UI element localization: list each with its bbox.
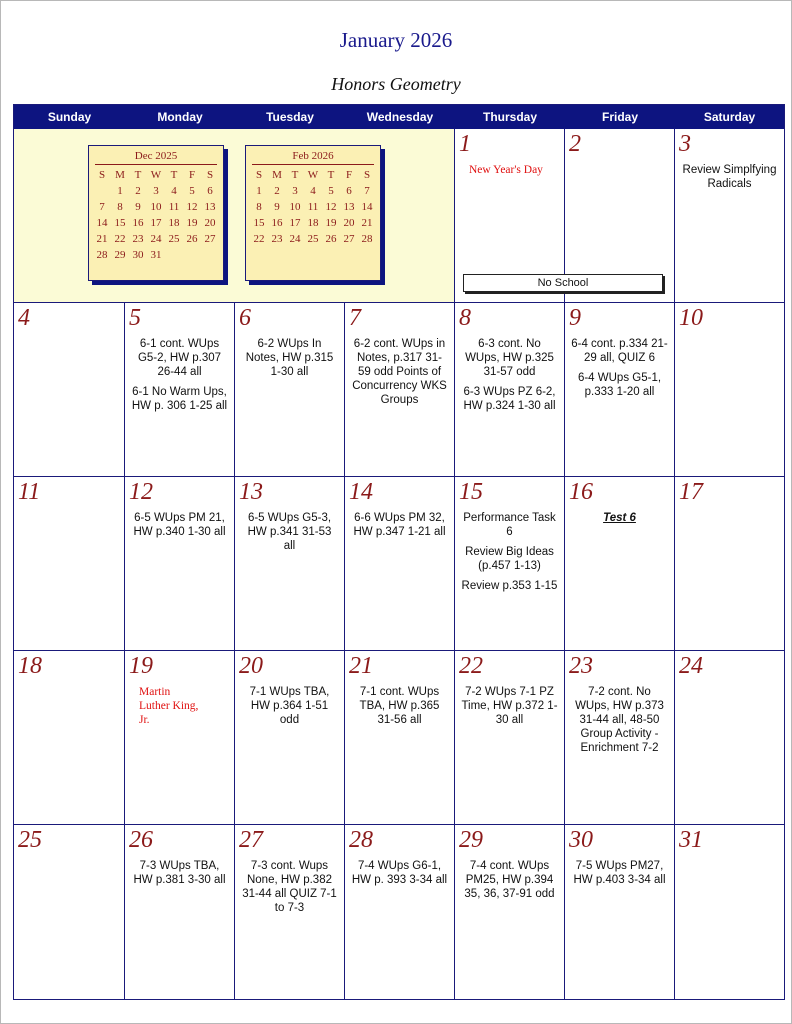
day-number: 5 bbox=[129, 305, 141, 331]
event-text: 6-3 cont. No WUps, HW p.325 31-57 odd bbox=[465, 338, 554, 378]
event-text: 6-4 WUps G5-1, p.333 1-20 all bbox=[577, 372, 662, 398]
day-cell-16[interactable] bbox=[565, 477, 675, 651]
event-text: 7-2 cont. No WUps, HW p.373 31-44 all, 48-50 Group Activity - Enrichment 7-2 bbox=[575, 686, 664, 754]
mini-day: 2 bbox=[135, 185, 141, 197]
event-text: 6-5 WUps PM 21, HW p.340 1-30 all bbox=[133, 512, 226, 538]
day-cell-5[interactable] bbox=[125, 303, 235, 477]
mini-day: 17 bbox=[150, 217, 162, 229]
day-number: 11 bbox=[18, 479, 41, 505]
event-text: 7-1 cont. WUps TBA, HW p.365 31-56 all bbox=[359, 686, 440, 726]
mini-day: 9 bbox=[135, 201, 141, 213]
day-number: 30 bbox=[569, 827, 593, 853]
day-cell-18[interactable] bbox=[14, 651, 125, 825]
mini-day: 18 bbox=[307, 217, 319, 229]
day-cell-6[interactable] bbox=[235, 303, 345, 477]
event-text: Review Big Ideas (p.457 1-13) bbox=[465, 546, 554, 572]
mini-day: 29 bbox=[114, 249, 126, 261]
day-number: 20 bbox=[239, 653, 263, 679]
day-number: 25 bbox=[18, 827, 42, 853]
day-number: 26 bbox=[129, 827, 153, 853]
mini-day: 23 bbox=[132, 233, 144, 245]
event-text: Test 6 bbox=[603, 512, 636, 524]
day-number: 24 bbox=[679, 653, 703, 679]
event-text: 7-5 WUps PM27, HW p.403 3-34 all bbox=[573, 860, 666, 886]
mini-day: 28 bbox=[96, 249, 108, 261]
mini-dow: F bbox=[345, 168, 353, 181]
mini-day: 6 bbox=[207, 185, 213, 197]
day-cell-11[interactable] bbox=[14, 477, 125, 651]
mini-dow: W bbox=[307, 168, 319, 181]
day-number: 14 bbox=[349, 479, 373, 505]
mini-dow: S bbox=[363, 168, 371, 181]
mini-dow: M bbox=[115, 168, 125, 181]
day-number: 27 bbox=[239, 827, 263, 853]
mini-day: 2 bbox=[274, 185, 280, 197]
mini-day: 3 bbox=[153, 185, 159, 197]
mini-day bbox=[201, 247, 219, 263]
mini-day: 19 bbox=[186, 217, 198, 229]
day-cell-31[interactable] bbox=[675, 825, 784, 999]
day-cell-28[interactable] bbox=[345, 825, 455, 999]
day-cell-24[interactable] bbox=[675, 651, 784, 825]
mini-day: 19 bbox=[325, 217, 337, 229]
mini-day: 26 bbox=[186, 233, 198, 245]
mini-day: 4 bbox=[171, 185, 177, 197]
mini-day: 4 bbox=[310, 185, 316, 197]
day-cell-9[interactable] bbox=[565, 303, 675, 477]
event-text: 6-1 cont. WUps G5-2, HW p.307 26-44 all bbox=[137, 338, 222, 378]
day-number: 13 bbox=[239, 479, 263, 505]
mini-day: 1 bbox=[256, 185, 262, 197]
event-text: 7-3 WUps TBA, HW p.381 3-30 all bbox=[133, 860, 226, 886]
mini-day: 12 bbox=[186, 201, 198, 213]
day-number: 9 bbox=[569, 305, 581, 331]
day-cell-10[interactable] bbox=[675, 303, 784, 477]
mini-day: 9 bbox=[274, 201, 280, 213]
mini-dow: T bbox=[170, 168, 178, 181]
weekday-sunday: Sunday bbox=[47, 110, 92, 124]
mini-day: 5 bbox=[189, 185, 195, 197]
holiday-label: New Year's Day bbox=[469, 164, 543, 176]
mini-calendar-prev bbox=[88, 145, 224, 281]
day-cell-19[interactable] bbox=[125, 651, 235, 825]
weekday-friday: Friday bbox=[601, 110, 638, 124]
day-number: 3 bbox=[679, 131, 691, 157]
day-number: 8 bbox=[459, 305, 471, 331]
page-subtitle: Honors Geometry bbox=[331, 74, 461, 94]
mini-day: 14 bbox=[96, 217, 108, 229]
weekday-header bbox=[14, 105, 784, 129]
mini-dow: T bbox=[291, 168, 299, 181]
mini-day: 16 bbox=[271, 217, 283, 229]
day-number: 10 bbox=[679, 305, 703, 331]
mini-day: 20 bbox=[204, 217, 216, 229]
mini-day: 8 bbox=[117, 201, 123, 213]
day-number: 22 bbox=[459, 653, 483, 679]
mini-day: 18 bbox=[168, 217, 180, 229]
event-text: 6-6 WUps PM 32, HW p.347 1-21 all bbox=[353, 512, 446, 538]
day-number: 29 bbox=[459, 827, 483, 853]
event-text: 6-2 cont. WUps in Notes, p.317 31-59 odd Points of Concurrency WKS Groups bbox=[352, 338, 447, 406]
mini-day: 15 bbox=[114, 217, 126, 229]
day-cell-7[interactable] bbox=[345, 303, 455, 477]
day-cell-4[interactable] bbox=[14, 303, 125, 477]
mini-day: 13 bbox=[343, 201, 355, 213]
day-number: 23 bbox=[569, 653, 593, 679]
mini-calendar-title: Dec 2025 bbox=[95, 148, 217, 165]
mini-dow: S bbox=[98, 168, 106, 181]
event-text: Review p.353 1-15 bbox=[461, 580, 558, 592]
mini-dow: M bbox=[272, 168, 282, 181]
event-text: 6-1 No Warm Ups, HW p. 306 1-25 all bbox=[131, 386, 228, 412]
day-cell-30[interactable] bbox=[565, 825, 675, 999]
mini-day: 7 bbox=[364, 185, 370, 197]
page-title: January 2026 bbox=[339, 28, 453, 52]
mini-day: 24 bbox=[150, 233, 162, 245]
weekday-wednesday: Wednesday bbox=[366, 110, 434, 124]
mini-day: 5 bbox=[328, 185, 334, 197]
mini-day: 30 bbox=[132, 249, 144, 261]
mini-day: 16 bbox=[132, 217, 144, 229]
event-text: Performance Task 6 bbox=[463, 512, 556, 538]
day-number: 21 bbox=[349, 653, 373, 679]
event-text: Review Simplfying Radicals bbox=[682, 164, 777, 190]
day-number: 16 bbox=[569, 479, 593, 505]
day-cell-14[interactable] bbox=[345, 477, 455, 651]
mini-day: 6 bbox=[346, 185, 352, 197]
mini-day: 11 bbox=[168, 201, 180, 213]
weekday-saturday: Saturday bbox=[703, 110, 756, 124]
mini-day: 15 bbox=[253, 217, 265, 229]
calendar-grid bbox=[13, 104, 785, 1000]
mini-day: 14 bbox=[361, 201, 373, 213]
mini-day: 3 bbox=[292, 185, 298, 197]
mini-day: 21 bbox=[96, 233, 108, 245]
no-school-banner: No School bbox=[463, 274, 663, 292]
mini-calendar-title: Feb 2026 bbox=[252, 148, 374, 165]
day-cell-17[interactable] bbox=[675, 477, 784, 651]
mini-dow: F bbox=[188, 168, 196, 181]
day-cell-26[interactable] bbox=[125, 825, 235, 999]
day-cell-15[interactable] bbox=[455, 477, 565, 651]
mini-day: 27 bbox=[343, 233, 355, 245]
event-text: 7-2 WUps 7-1 PZ Time, HW p.372 1-30 all bbox=[461, 686, 558, 726]
mini-day: 27 bbox=[204, 233, 216, 245]
day-cell-20[interactable] bbox=[235, 651, 345, 825]
holiday-label: Martin Luther King, Jr. bbox=[139, 686, 199, 726]
day-number: 31 bbox=[679, 827, 703, 853]
mini-day: 24 bbox=[289, 233, 301, 245]
mini-dow: S bbox=[206, 168, 214, 181]
mini-day bbox=[183, 247, 201, 263]
mini-day: 1 bbox=[117, 185, 123, 197]
event-text: 6-3 WUps PZ 6-2, HW p.324 1-30 all bbox=[463, 386, 556, 412]
mini-dow: T bbox=[134, 168, 142, 181]
day-cell-22[interactable] bbox=[455, 651, 565, 825]
mini-day: 26 bbox=[325, 233, 337, 245]
day-cell-23[interactable] bbox=[565, 651, 675, 825]
day-number: 7 bbox=[349, 305, 361, 331]
mini-day: 12 bbox=[325, 201, 337, 213]
day-cell-13[interactable] bbox=[235, 477, 345, 651]
mini-dow: S bbox=[255, 168, 263, 181]
mini-day: 20 bbox=[343, 217, 355, 229]
mini-dow: T bbox=[327, 168, 335, 181]
mini-calendars-area bbox=[14, 129, 455, 303]
day-number: 17 bbox=[679, 479, 703, 505]
event-text: 6-4 cont. p.334 21-29 all, QUIZ 6 bbox=[571, 338, 668, 364]
mini-day: 7 bbox=[99, 201, 105, 213]
day-cell-27[interactable] bbox=[235, 825, 345, 999]
mini-day: 10 bbox=[289, 201, 301, 213]
mini-day: 22 bbox=[253, 233, 265, 245]
mini-day: 11 bbox=[307, 201, 319, 213]
day-number: 12 bbox=[129, 479, 153, 505]
day-number: 15 bbox=[459, 479, 483, 505]
mini-day: 13 bbox=[204, 201, 216, 213]
event-text: 7-4 WUps G6-1, HW p. 393 3-34 all bbox=[351, 860, 448, 886]
event-text: 6-5 WUps G5-3, HW p.341 31-53 all bbox=[247, 512, 332, 552]
mini-calendar-next bbox=[245, 145, 381, 281]
day-number: 1 bbox=[459, 131, 471, 157]
day-number: 19 bbox=[129, 653, 153, 679]
mini-day: 17 bbox=[289, 217, 301, 229]
day-cell-21[interactable] bbox=[345, 651, 455, 825]
weekday-thursday: Thursday bbox=[482, 110, 537, 124]
mini-day: 25 bbox=[307, 233, 319, 245]
mini-day: 31 bbox=[150, 249, 162, 261]
mini-day: 21 bbox=[361, 217, 373, 229]
day-cell-29[interactable] bbox=[455, 825, 565, 999]
day-number: 6 bbox=[239, 305, 251, 331]
event-text: 7-1 WUps TBA, HW p.364 1-51 odd bbox=[249, 686, 330, 726]
day-number: 28 bbox=[349, 827, 373, 853]
day-cell-12[interactable] bbox=[125, 477, 235, 651]
day-cell-3[interactable] bbox=[675, 129, 784, 303]
mini-day: 22 bbox=[114, 233, 126, 245]
event-text: 7-3 cont. Wups None, HW p.382 31-44 all QUIZ 7-1 to 7-3 bbox=[242, 860, 337, 914]
mini-day bbox=[165, 247, 183, 263]
mini-day: 25 bbox=[168, 233, 180, 245]
weekday-monday: Monday bbox=[157, 110, 203, 124]
mini-day: 23 bbox=[271, 233, 283, 245]
weekday-tuesday: Tuesday bbox=[266, 110, 314, 124]
day-cell-8[interactable] bbox=[455, 303, 565, 477]
mini-day: 10 bbox=[150, 201, 162, 213]
mini-dow: W bbox=[150, 168, 162, 181]
event-text: 6-2 WUps In Notes, HW p.315 1-30 all bbox=[245, 338, 334, 378]
day-number: 4 bbox=[18, 305, 30, 331]
day-cell-25[interactable] bbox=[14, 825, 125, 999]
mini-day bbox=[93, 183, 111, 199]
mini-day: 8 bbox=[256, 201, 262, 213]
day-number: 18 bbox=[18, 653, 42, 679]
mini-day: 28 bbox=[361, 233, 373, 245]
day-number: 2 bbox=[569, 131, 581, 157]
event-text: 7-4 cont. WUps PM25, HW p.394 35, 36, 37-91 odd bbox=[464, 860, 555, 900]
